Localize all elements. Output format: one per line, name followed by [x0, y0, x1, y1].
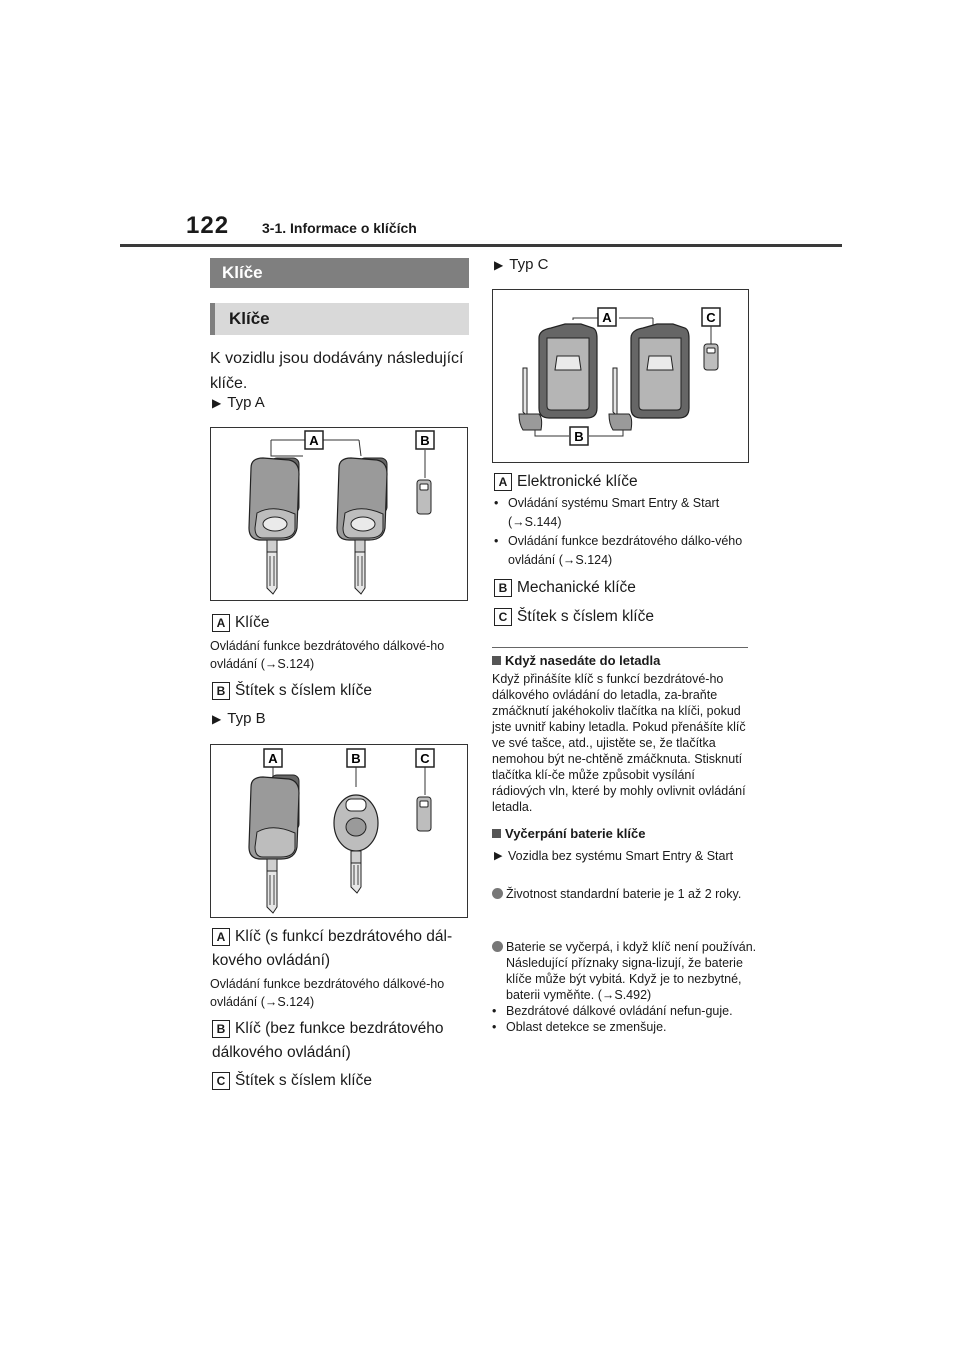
legend-b-3: C Štítek s číslem klíče: [212, 1069, 372, 1093]
type-b-label: ▶ Typ B: [212, 710, 266, 727]
legend-c-a: A Elektronické klíče: [494, 470, 638, 494]
circle-bullet-icon: [492, 888, 503, 899]
square-bullet-icon: [492, 829, 501, 838]
key-number-tag: [417, 797, 431, 831]
figure-type-b: [210, 744, 468, 918]
arrow-right-icon: ▶: [212, 712, 222, 726]
arrow-right-icon: ▶: [212, 396, 222, 410]
arrow-right-icon: ▶: [494, 850, 503, 862]
figure-type-c: [492, 289, 749, 463]
circle-bullet-icon: [492, 941, 503, 952]
bullet-item: • Bezdrátové dálkové ovládání nefun-guje.: [492, 1003, 750, 1019]
square-bullet-icon: [492, 656, 501, 665]
battery-bullets: [492, 1003, 750, 1035]
type-b-illustration: [211, 745, 466, 916]
electronic-key-bullets: [494, 494, 752, 570]
key-fob-1: [249, 458, 299, 594]
battery-item-2: Baterie se vyčerpá, i když klíč není používán. Následující příznaky signa-lizují, že baterie klíče může být vybitá. Když je to nezbytné, baterii vyměňte. (→S.492): [492, 939, 764, 1003]
header-rule: [120, 244, 842, 247]
note-a: Ovládání funkce bezdrátového dálkové-ho ovládání (→S.124): [210, 639, 445, 671]
legend-a-1: A Klíče: [212, 611, 269, 635]
callout-a: A: [309, 433, 319, 448]
mechanical-key-1: [519, 368, 542, 430]
mechanical-key-2: [609, 368, 632, 430]
type-c-illustration: [493, 290, 747, 461]
callout-c: C: [706, 310, 716, 325]
smart-key-1: [539, 324, 597, 418]
intro-text: K vozidlu jsou dodávány následující klíče.: [210, 350, 464, 392]
legend-c-c: C Štítek s číslem klíče: [494, 605, 654, 629]
type-a-illustration: [211, 428, 466, 599]
section-title: 3-1. Informace o klíčích: [262, 220, 417, 236]
callout-b: B: [574, 429, 584, 444]
legend-b-2: B Klíč (bez funkce bezdrátového dálkového ovládání): [212, 1020, 444, 1061]
remote-key: [249, 775, 299, 913]
aircraft-heading: Když nasedáte do letadla: [492, 653, 660, 668]
key-number-tag: [417, 480, 431, 514]
bullet-item: • Ovládání funkce bezdrátového dálko-vého ovládání (→S.124): [494, 532, 752, 570]
callout-a: A: [268, 751, 278, 766]
page-number: 122: [186, 212, 230, 239]
bullet-item: • Oblast detekce se zmenšuje.: [492, 1019, 750, 1035]
callout-b: B: [351, 751, 361, 766]
legend-b-1: A Klíč (s funkcí bezdrátového dál-kového ovládání): [212, 928, 453, 969]
divider: [492, 647, 748, 648]
mechanical-key: [334, 795, 378, 893]
battery-heading: Vyčerpání baterie klíče: [492, 826, 645, 841]
type-a-label: ▶ Typ A: [212, 394, 265, 411]
type-c-label: ▶ Typ C: [494, 256, 549, 273]
subsection-bar: Klíče: [210, 303, 469, 335]
key-number-tag: [704, 344, 718, 370]
key-fob-2: [337, 458, 387, 594]
chapter-bar: Klíče: [210, 258, 469, 288]
aircraft-text: Když přinášíte klíč s funkcí bezdrátové-ho dálkového ovládání do letadla, za-braňte zmáčknutí jakéhokoliv tlačítka na klíči, pokud jste uvnitř kabiny letadla. Pokud přenášíte klíč ve své tašce, atd., ujistěte se, že tlačítka nemohou být ne-chtěně zmáčknuta. Stisknutí tlačítka klí-če může způsobit vysílání rádiových vln, které by mohly ovlivnit ovládání letadla.: [492, 672, 746, 814]
arrow-right-icon: ▶: [494, 258, 504, 272]
note-b: Ovládání funkce bezdrátového dálkové-ho ovládání (→S.124): [210, 977, 445, 1009]
battery-subtype: ▶ Vozidla bez systému Smart Entry & Start: [494, 849, 734, 863]
callout-b: B: [420, 433, 430, 448]
callout-c: C: [420, 751, 430, 766]
legend-c-b: B Mechanické klíče: [494, 576, 636, 600]
legend-a-2: B Štítek s číslem klíče: [212, 679, 372, 703]
smart-key-2: [631, 324, 689, 418]
bullet-item: • Ovládání systému Smart Entry & Start (→S.144): [494, 494, 752, 532]
callout-a: A: [602, 310, 612, 325]
figure-type-a: [210, 427, 468, 601]
battery-item-1: Životnost standardní baterie je 1 až 2 roky.: [492, 886, 750, 902]
